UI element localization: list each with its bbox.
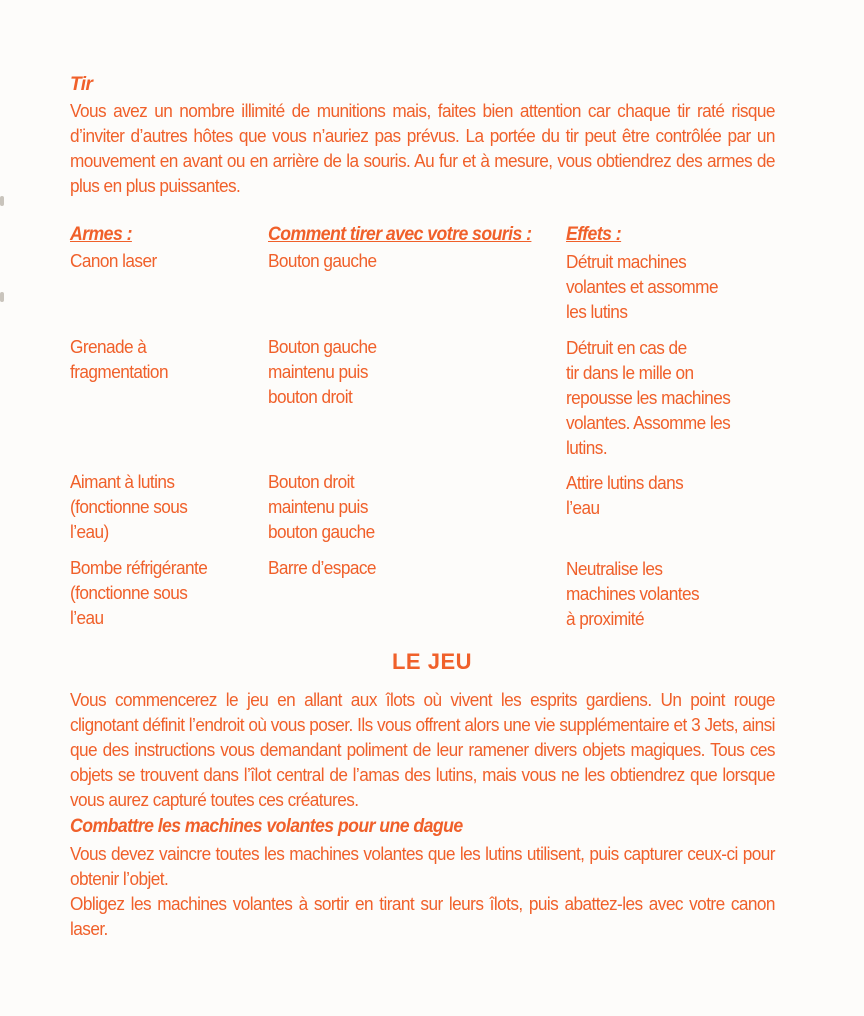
- tir-paragraph: Vous avez un nombre illimité de munitions mais, faites bien attention car chaque tir raté risque d’inviter d’autres hôtes que vous n’auriez pas prévus. La portée du tir peut être contrôlée par un mouvement en avant ou en arrière de la souris. Au fur et à mesure, vous obtiendrez des armes de plus en plus puissantes.: [70, 100, 775, 196]
- column-header-effets: Effets :: [566, 224, 622, 245]
- weapon-effect: Neutralise les machines volantes à proximité: [566, 558, 700, 629]
- column-header-comment: Comment tirer avec votre souris :: [268, 224, 532, 245]
- mouse-action: Bouton gauche maintenu puis bouton droit: [268, 336, 377, 407]
- binding-hole-mark: [0, 292, 4, 302]
- weapon-name: Aimant à lutins (fonctionne sous l’eau): [70, 471, 188, 542]
- weapon-effect: Détruit machines volantes et assomme les lutins: [566, 251, 718, 322]
- subsection-title-combat: Combattre les machines volantes pour une dague: [70, 816, 463, 837]
- section-title-tir: Tir: [70, 74, 93, 95]
- combat-paragraph-1: Vous devez vaincre toutes les machines volantes que les lutins utilisent, puis capturer ceux-ci pour obtenir l’objet.: [70, 843, 775, 889]
- le-jeu-paragraph: Vous commencerez le jeu en allant aux îlots où vivent les esprits gardiens. Un point rouge clignotant définit l’endroit où vous poser. Ils vous offrent alors une vie supplémentaire et 3 Jets, ainsi que des instructions vous demandant poliment de leur ramener divers objets magiques. Tous ces objets se trouvent dans l’îlot central de l’amas des lutins, mais vous ne les obtiendrez que lorsque vous aurez capturé toutes ces créatures.: [70, 689, 775, 810]
- binding-hole-mark: [0, 196, 4, 206]
- combat-paragraph-2: Obligez les machines volantes à sortir en tirant sur leurs îlots, puis abattez-les avec votre canon laser.: [70, 893, 775, 939]
- weapon-effect: Détruit en cas de tir dans le mille on repousse les machines volantes. Assomme les lutins.: [566, 337, 731, 458]
- column-header-armes: Armes :: [70, 224, 132, 245]
- weapon-effect: Attire lutins dans l’eau: [566, 472, 684, 518]
- mouse-action: Bouton droit maintenu puis bouton gauche: [268, 471, 375, 542]
- weapon-name: Bombe réfrigérante (fonctionne sous l’eau: [70, 557, 208, 628]
- mouse-action: Barre d’espace: [268, 557, 376, 578]
- weapon-name: Grenade à fragmentation: [70, 336, 168, 382]
- mouse-action: Bouton gauche: [268, 250, 377, 271]
- weapon-name: Canon laser: [70, 250, 157, 271]
- section-title-le-jeu: LE JEU: [391, 649, 473, 674]
